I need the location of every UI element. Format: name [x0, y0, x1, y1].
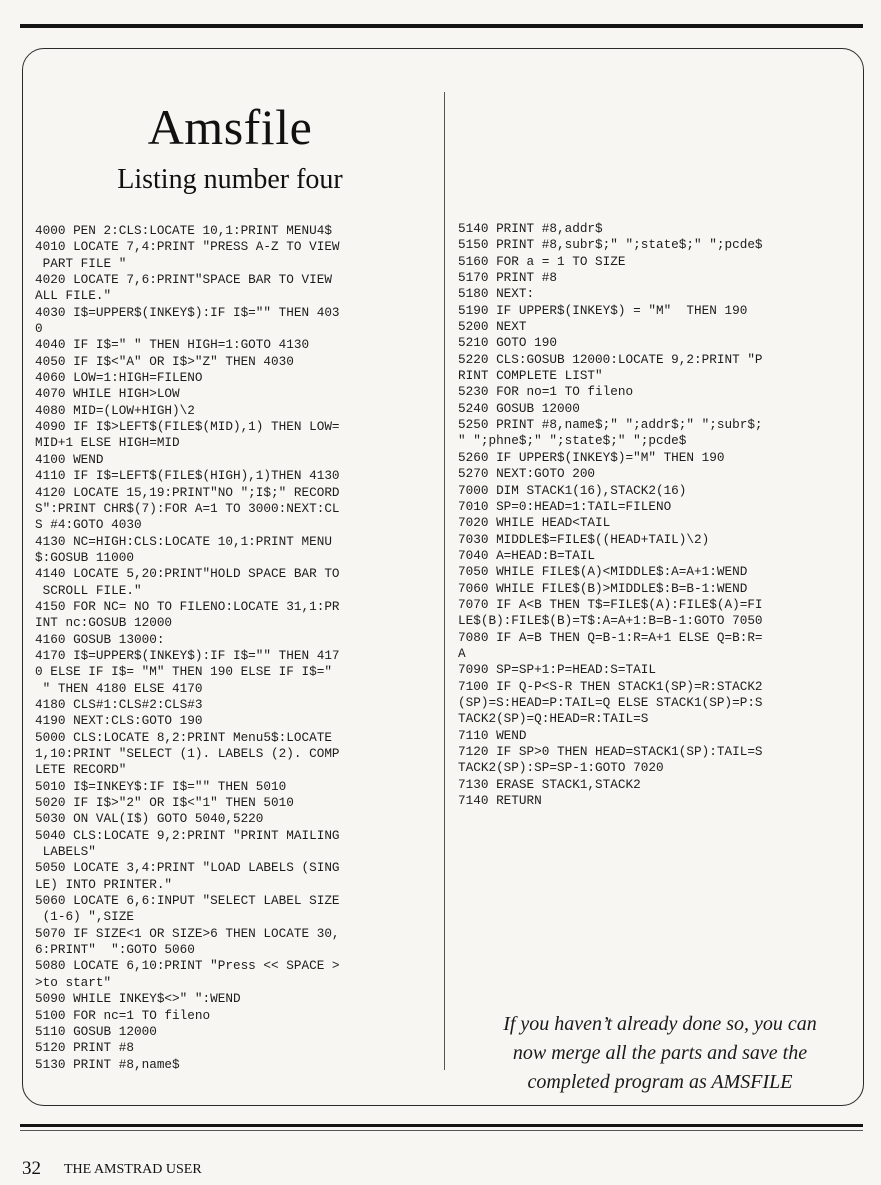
code-line: 4050 IF I$<"A" OR I$>"Z" THEN 4030: [35, 353, 294, 369]
code-line: 7010 SP=0:HEAD=1:TAIL=FILENO: [458, 498, 672, 514]
code-line: LABELS": [35, 844, 96, 860]
code-line: 5110 GOSUB 12000: [35, 1023, 157, 1039]
note-line: completed program as AMSFILE: [527, 1071, 793, 1093]
code-line: ALL FILE.": [35, 288, 112, 304]
code-line: (1-6) ",SIZE: [35, 909, 134, 925]
code-line: 7020 WHILE HEAD<TAIL: [458, 515, 611, 531]
closing-note: [470, 1010, 850, 1097]
code-line: 4110 IF I$=LEFT$(FILE$(HIGH),1)THEN 4130: [35, 468, 340, 484]
code-line: 5240 GOSUB 12000: [458, 400, 580, 416]
code-line: 5190 IF UPPER$(INKEY$) = "M" THEN 190: [458, 302, 748, 318]
page-number: 32: [22, 1158, 41, 1179]
code-line: 7060 WHILE FILE$(B)>MIDDLE$:B=B-1:WEND: [458, 580, 748, 596]
code-line: 7070 IF A<B THEN T$=FILE$(A):FILE$(A)=FI: [458, 596, 763, 612]
code-line: " ";phne$;" ";state$;" ";pcde$: [458, 433, 687, 449]
code-line: MID+1 ELSE HIGH=MID: [35, 435, 180, 451]
note-line: now merge all the parts and save the: [512, 1042, 808, 1064]
code-line: LETE RECORD": [35, 762, 127, 778]
code-line: 4030 I$=UPPER$(INKEY$):IF I$="" THEN 403: [35, 304, 340, 320]
code-line: S":PRINT CHR$(7):FOR A=1 TO 3000:NEXT:CL: [35, 500, 340, 516]
code-line: 7110 WEND: [458, 727, 527, 743]
code-line: 4150 FOR NC= NO TO FILENO:LOCATE 31,1:PR: [35, 598, 340, 614]
code-listing-left: [35, 223, 340, 1073]
code-line: 5270 NEXT:GOTO 200: [458, 466, 596, 482]
code-line: 4020 LOCATE 7,6:PRINT"SPACE BAR TO VIEW: [35, 272, 332, 288]
code-line: 5100 FOR nc=1 TO fileno: [35, 1007, 211, 1023]
code-line: 5220 CLS:GOSUB 12000:LOCATE 9,2:PRINT "P: [458, 351, 763, 367]
code-line: 7090 SP=SP+1:P=HEAD:S=TAIL: [458, 662, 656, 678]
code-line: 4160 GOSUB 13000:: [35, 631, 165, 647]
code-line: 7040 A=HEAD:B=TAIL: [458, 547, 596, 563]
code-line: INT nc:GOSUB 12000: [35, 615, 173, 631]
code-line: 5250 PRINT #8,name$;" ";addr$;" ";subr$;: [458, 417, 763, 433]
code-line: LE$(B):FILE$(B)=T$:A=A+1:B=B-1:GOTO 7050: [458, 613, 763, 629]
code-line: 5040 CLS:LOCATE 9,2:PRINT "PRINT MAILING: [35, 827, 340, 843]
code-line: 4040 IF I$=" " THEN HIGH=1:GOTO 4130: [35, 337, 310, 353]
code-line: (SP)=S:HEAD=P:TAIL=Q ELSE STACK1(SP)=P:S: [458, 694, 763, 710]
article-title: Amsfile: [147, 99, 313, 155]
code-line: 6:PRINT" ":GOTO 5060: [35, 942, 195, 958]
code-line: 7000 DIM STACK1(16),STACK2(16): [458, 482, 687, 498]
code-line: A: [458, 645, 466, 661]
note-line: If you haven’t already done so, you can: [503, 1013, 817, 1035]
code-line: 5070 IF SIZE<1 OR SIZE>6 THEN LOCATE 30,: [35, 925, 340, 941]
code-line: 5140 PRINT #8,addr$: [458, 221, 603, 236]
code-line: TACK2(SP):SP=SP-1:GOTO 7020: [458, 760, 664, 776]
code-line: LE) INTO PRINTER.": [35, 876, 173, 892]
top-rule: [20, 24, 863, 28]
code-line: 5150 PRINT #8,subr$;" ";state$;" ";pcde$: [458, 237, 763, 253]
code-line: 5030 ON VAL(I$) GOTO 5040,5220: [35, 811, 264, 827]
code-line: 5180 NEXT:: [458, 286, 535, 302]
code-line: 5060 LOCATE 6,6:INPUT "SELECT LABEL SIZE: [35, 893, 340, 909]
code-line: 5200 NEXT: [458, 319, 527, 335]
code-line: 7140 RETURN: [458, 793, 542, 809]
code-line: 7100 IF Q-P<S-R THEN STACK1(SP)=R:STACK2: [458, 678, 763, 694]
bottom-rule: [20, 1124, 863, 1127]
code-line: 4060 LOW=1:HIGH=FILENO: [35, 370, 203, 386]
magazine-name: THE AMSTRAD USER: [64, 1162, 202, 1177]
code-line: 4130 NC=HIGH:CLS:LOCATE 10,1:PRINT MENU: [35, 533, 332, 549]
code-line: 4170 I$=UPPER$(INKEY$):IF I$="" THEN 417: [35, 647, 340, 663]
code-line: 4000 PEN 2:CLS:LOCATE 10,1:PRINT MENU4$: [35, 223, 332, 238]
article-subtitle: Listing number four: [117, 164, 343, 195]
code-line: 4120 LOCATE 15,19:PRINT"NO ";I$;" RECORD: [35, 484, 340, 500]
code-line: 4080 MID=(LOW+HIGH)\2: [35, 402, 195, 418]
code-line: TACK2(SP)=Q:HEAD=R:TAIL=S: [458, 711, 649, 727]
code-line: PART FILE ": [35, 255, 127, 271]
code-line: 0: [35, 321, 43, 337]
code-line: 5120 PRINT #8: [35, 1040, 134, 1056]
code-line: 5090 WHILE INKEY$<>" ":WEND: [35, 991, 241, 1007]
code-line: 5020 IF I$>"2" OR I$<"1" THEN 5010: [35, 795, 294, 811]
code-line: 5230 FOR no=1 TO fileno: [458, 384, 634, 400]
code-line: 5160 FOR a = 1 TO SIZE: [458, 253, 626, 269]
code-line: 7130 ERASE STACK1,STACK2: [458, 776, 641, 792]
code-line: 1,10:PRINT "SELECT (1). LABELS (2). COMP: [35, 746, 340, 761]
code-line: 5130 PRINT #8,name$: [35, 1056, 180, 1072]
code-line: SCROLL FILE.": [35, 582, 142, 598]
code-line: 4140 LOCATE 5,20:PRINT"HOLD SPACE BAR TO: [35, 566, 340, 582]
code-line: 4090 IF I$>LEFT$(FILE$(MID),1) THEN LOW=: [35, 419, 340, 435]
code-line: 7080 IF A=B THEN Q=B-1:R=A+1 ELSE Q=B:R=: [458, 629, 763, 645]
code-line: 4010 LOCATE 7,4:PRINT "PRESS A-Z TO VIEW: [35, 239, 340, 255]
code-line: 4180 CLS#1:CLS#2:CLS#3: [35, 696, 203, 712]
code-line: 4190 NEXT:CLS:GOTO 190: [35, 713, 203, 729]
column-divider: [444, 92, 445, 1070]
code-line: $:GOSUB 11000: [35, 549, 134, 565]
code-line: " THEN 4180 ELSE 4170: [35, 680, 203, 696]
code-line: 7030 MIDDLE$=FILE$((HEAD+TAIL)\2): [458, 531, 710, 547]
code-line: 7050 WHILE FILE$(A)<MIDDLE$:A=A+1:WEND: [458, 564, 748, 580]
code-line: >to start": [35, 974, 112, 990]
code-line: 4100 WEND: [35, 451, 104, 467]
code-line: RINT COMPLETE LIST": [458, 368, 603, 384]
code-line: 0 ELSE IF I$= "M" THEN 190 ELSE IF I$=": [35, 664, 332, 680]
bottom-rule-thin: [20, 1130, 863, 1131]
code-line: 7120 IF SP>0 THEN HEAD=STACK1(SP):TAIL=S: [458, 744, 763, 759]
code-line: 5260 IF UPPER$(INKEY$)="M" THEN 190: [458, 449, 725, 465]
code-listing-right: [458, 221, 763, 809]
code-line: 5210 GOTO 190: [458, 335, 557, 351]
code-line: 5000 CLS:LOCATE 8,2:PRINT Menu5$:LOCATE: [35, 729, 332, 745]
code-line: 5050 LOCATE 3,4:PRINT "LOAD LABELS (SING: [35, 860, 340, 876]
code-line: 5080 LOCATE 6,10:PRINT "Press << SPACE >: [35, 958, 340, 974]
code-line: 5010 I$=INKEY$:IF I$="" THEN 5010: [35, 778, 287, 794]
code-line: S #4:GOTO 4030: [35, 517, 142, 533]
code-line: 5170 PRINT #8: [458, 270, 557, 286]
code-line: 4070 WHILE HIGH>LOW: [35, 386, 180, 402]
